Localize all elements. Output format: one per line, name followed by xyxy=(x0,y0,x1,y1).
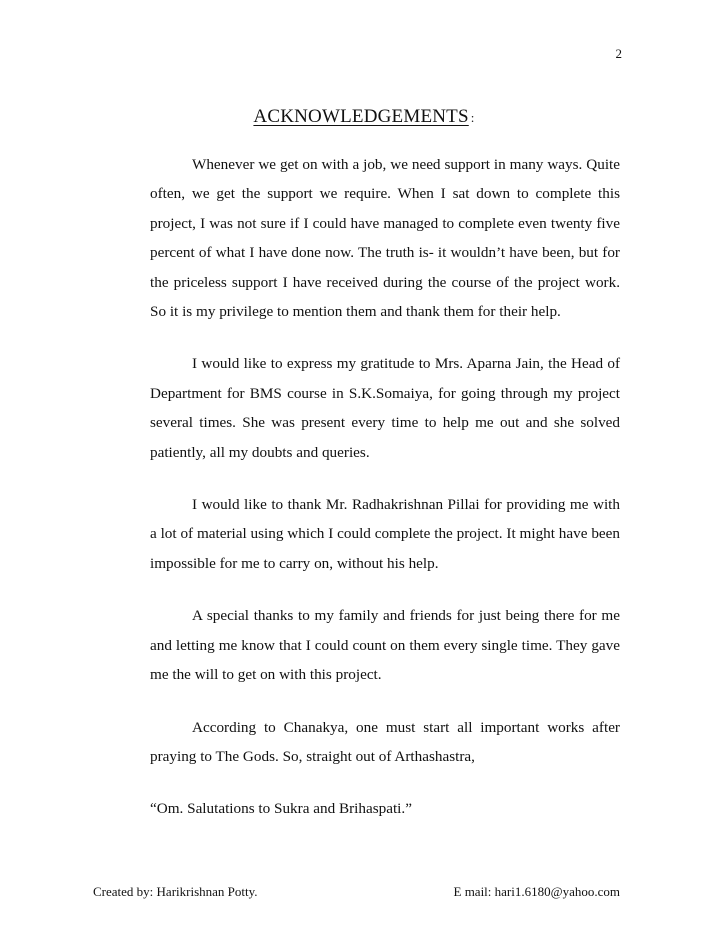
footer-email: E mail: hari1.6180@yahoo.com xyxy=(453,884,620,899)
paragraph-family-friends: A special thanks to my family and friends for just being there for me and letting me know that I could count on them every single time. They gave me the will to get on with this project. xyxy=(150,607,620,684)
paragraph-chanakya: According to Chanakya, one must start all important works after praying to The Gods. So, straight out of Arthashastra, xyxy=(150,718,620,765)
paragraph-aparna-jain: I would like to express my gratitude to Mrs. Aparna Jain, the Head of Department for BMS course in S.K.Somaiya, for going through my project several times. She was present every time to help me out and she solved patiently, all my doubts and queries. xyxy=(150,355,620,461)
paragraph-radhakrishnan-pillai: I would like to thank Mr. Radhakrishnan Pillai for providing me with a lot of material using which I could complete the project. It might have been impossible for me to carry on, without his help. xyxy=(150,496,620,572)
closing-quote: “Om. Salutations to Sukra and Brihaspati.” xyxy=(150,800,412,818)
footer-author: Created by: Harikrishnan Potty. xyxy=(93,884,258,899)
acknowledgement-body xyxy=(150,150,620,847)
page-number: 2 xyxy=(615,46,622,61)
heading-colon: : xyxy=(470,110,475,125)
heading-title: ACKNOWLEDGEMENTS xyxy=(253,106,469,127)
paragraph-support: Whenever we get on with a job, we need support in many ways. Quite often, we get the support we require. When I sat down to complete this project, I was not sure if I could have managed to complete even twenty five percent of what I have done now. The truth is- it wouldn’t have been, but for the priceless support I have received during the course of the project work. So it is my privilege to mention them and thank them for their help. xyxy=(150,156,620,321)
page-heading xyxy=(0,106,728,128)
